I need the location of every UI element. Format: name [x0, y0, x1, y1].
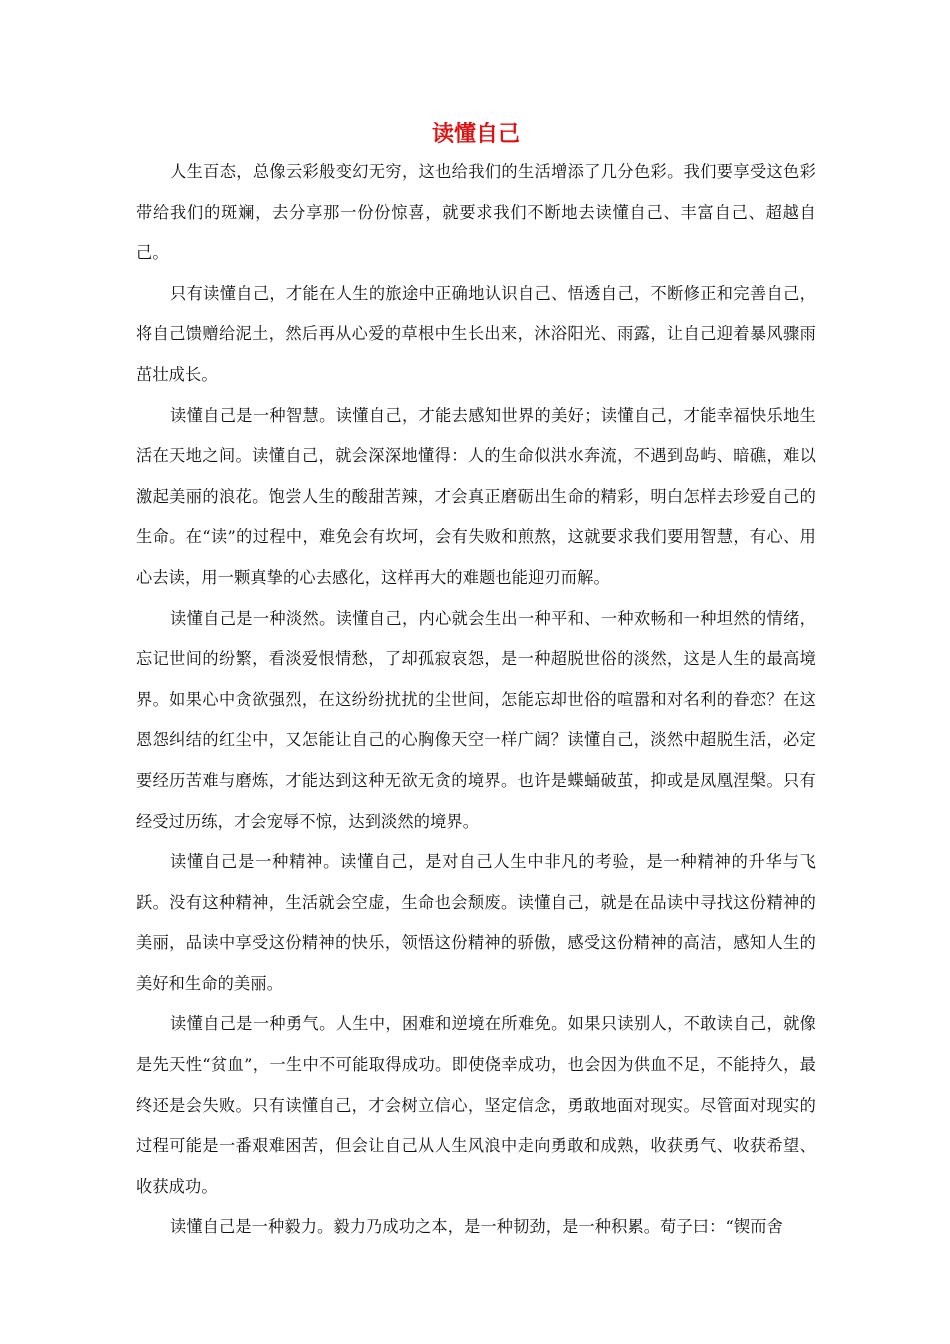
paragraph-5: 读懂自己是一种精神。读懂自己，是对自己人生中非凡的考验，是一种精神的升华与飞跃。没有这种精神，生活就会空虚，生命也会颓废。读懂自己，就是在品读中寻找这份精神的美丽，品读中享受这份精神的快乐，领悟这份精神的骄傲，感受这份精神的高洁，感知人生的美好和生命的美丽。 [136, 852, 816, 993]
paragraph-4: 读懂自己是一种淡然。读懂自己，内心就会生出一种平和、一种欢畅和一种坦然的情绪，忘记世间的纷繁，看淡爱恨情愁，了却孤寂哀怨，是一种超脱世俗的淡然，这是人生的最高境界。如果心中贪欲强烈，在这纷纷扰扰的尘世间，怎能忘却世俗的喧嚣和对名利的眷恋？在这恩怨纠结的红尘中，又怎能让自己的心胸像天空一样广阔？读懂自己，淡然中超脱生活，必定要经历苦难与磨炼，才能达到这种无欲无贪的境界。也许是蝶蛹破茧，抑或是凤凰涅槃。只有经受过历练，才会宠辱不惊，达到淡然的境界。 [136, 608, 816, 831]
paragraph-3: 读懂自己是一种智慧。读懂自己，才能去感知世界的美好；读懂自己，才能幸福快乐地生活在天地之间。读懂自己，就会深深地懂得：人的生命似洪水奔流，不遇到岛屿、暗礁，难以激起美丽的浪花。饱尝人生的酸甜苦辣，才会真正磨砺出生命的精彩，明白怎样去珍爱自己的生命。在“读”的过程中，难免会有坎坷，会有失败和煎熬，这就要求我们要用智慧，有心、用心去读，用一颗真挚的心去感化，这样再大的难题也能迎刃而解。 [136, 405, 816, 587]
paragraph-2: 只有读懂自己，才能在人生的旅途中正确地认识自己、悟透自己，不断修正和完善自己，将自己馈赠给泥土，然后再从心爱的草根中生长出来，沐浴阳光、雨露，让自己迎着暴风骤雨茁壮成长。 [136, 283, 816, 384]
paragraph-7: 读懂自己是一种毅力。毅力乃成功之本，是一种韧劲，是一种积累。荀子曰：“锲而舍 [170, 1217, 783, 1237]
paragraph-1: 人生百态，总像云彩般变幻无穷，这也给我们的生活增添了几分色彩。我们要享受这色彩带给我们的斑斓，去分享那一份份惊喜，就要求我们不断地去读懂自己、丰富自己、超越自己。 [136, 162, 816, 263]
document-page [136, 118, 816, 1248]
paragraph-6: 读懂自己是一种勇气。人生中，困难和逆境在所难免。如果只读别人，不敢读自己，就像是先天性“贫血”，一生中不可能取得成功。即使侥幸成功，也会因为供血不足，不能持久，最终还是会失败。只有读懂自己，才会树立信心，坚定信念，勇敢地面对现实。尽管面对现实的过程可能是一番艰难困苦，但会让自己从人生风浪中走向勇敢和成熟，收获勇气、收获希望、收获成功。 [136, 1014, 816, 1196]
page-title: 读懂自己 [431, 122, 520, 147]
